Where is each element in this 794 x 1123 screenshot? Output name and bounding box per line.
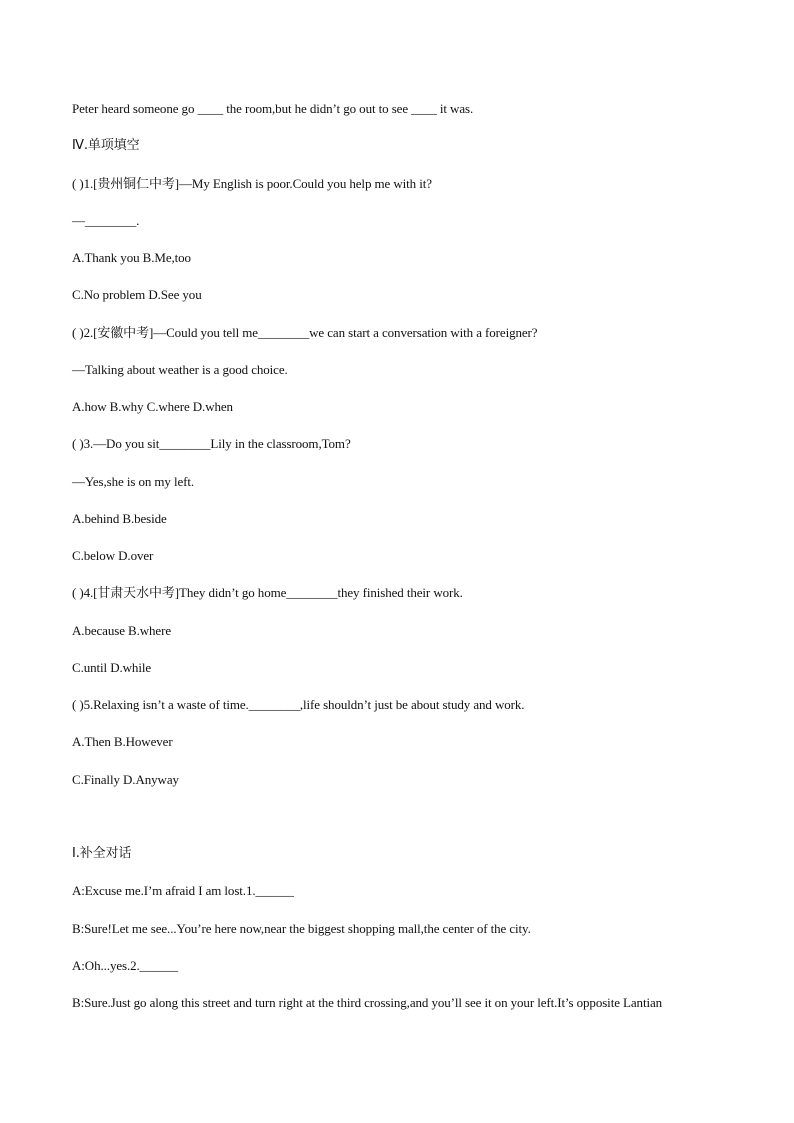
question-5-stem: ( )5.Relaxing isn’t a waste of time.________,life shouldn’t just be about study and work.: [72, 697, 525, 712]
question-4-stem: ( )4.[甘肃天水中考]They didn’t go home________they finished their work.: [72, 585, 463, 600]
dialogue-line-a2: A:Oh...yes.2.______: [72, 958, 179, 973]
question-4-options-cd: C.until D.while: [72, 660, 152, 675]
question-4-options-ab: A.because B.where: [72, 623, 172, 638]
dialogue-line-a1: A:Excuse me.I’m afraid I am lost.1.______: [72, 883, 294, 898]
section-heading-dialogue: Ⅰ.补全对话: [72, 846, 132, 861]
question-1-options-ab: A.Thank you B.Me,too: [72, 250, 191, 265]
question-1-stem: ( )1.[贵州铜仁中考]—My English is poor.Could you help me with it?: [72, 176, 432, 191]
question-2-stem: ( )2.[安徽中考]—Could you tell me________we can start a conversation with a foreigner?: [72, 325, 538, 340]
question-3-response: —Yes,she is on my left.: [72, 474, 195, 489]
fill-in-sentence-peter: Peter heard someone go ____ the room,but he didn’t go out to see ____ it was.: [72, 101, 474, 116]
section-heading-single-choice: Ⅳ.单项填空: [72, 138, 140, 153]
dialogue-line-b1: B:Sure!Let me see...You’re here now,near the biggest shopping mall,the center of the city.: [72, 921, 531, 936]
question-2-options: A.how B.why C.where D.when: [72, 399, 233, 414]
question-3-stem: ( )3.—Do you sit________Lily in the classroom,Tom?: [72, 436, 351, 451]
question-1-answer-blank: —________.: [72, 213, 140, 228]
question-3-options-ab: A.behind B.beside: [72, 511, 167, 526]
question-2-response: —Talking about weather is a good choice.: [72, 362, 288, 377]
question-3-options-cd: C.below D.over: [72, 548, 154, 563]
dialogue-line-b2: B:Sure.Just go along this street and turn right at the third crossing,and you’ll see it on your left.It’s opposite Lantian: [72, 995, 663, 1010]
question-1-options-cd: C.No problem D.See you: [72, 287, 202, 302]
question-5-options-cd: C.Finally D.Anyway: [72, 772, 179, 787]
question-5-options-ab: A.Then B.However: [72, 734, 173, 749]
